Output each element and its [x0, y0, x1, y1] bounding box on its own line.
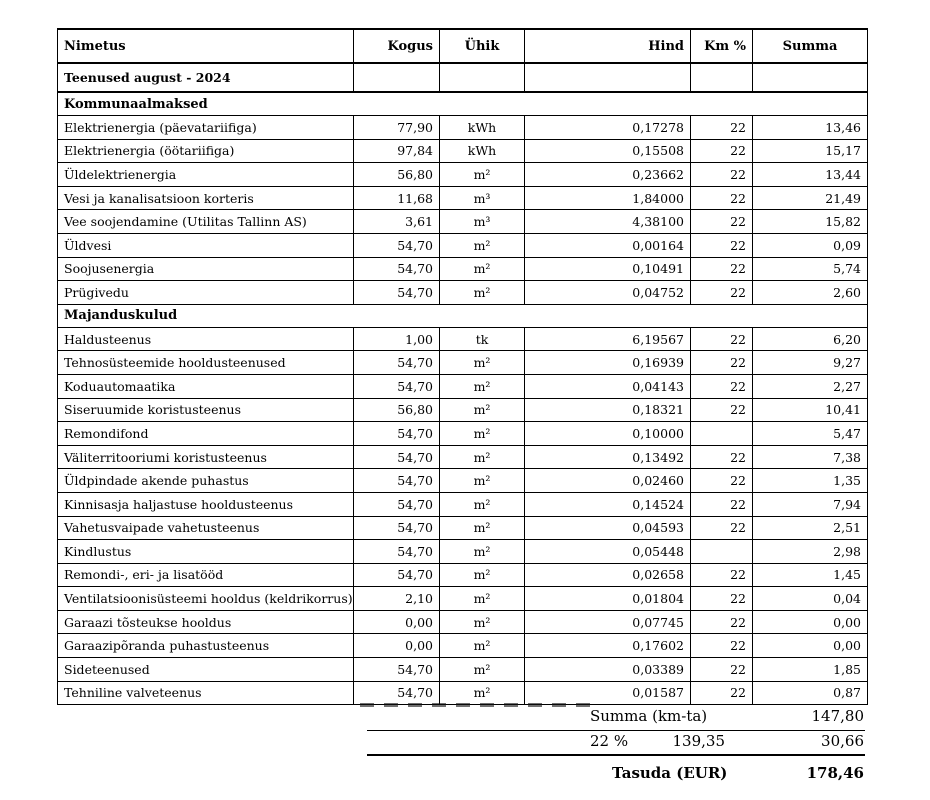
item-quantity: 54,70 — [354, 492, 440, 516]
item-sum: 0,00 — [753, 610, 868, 634]
item-unit: m² — [440, 492, 525, 516]
item-name: Vesi ja kanalisatsioon korteris — [58, 186, 354, 210]
item-vat: 22 — [691, 374, 753, 398]
item-vat: 22 — [691, 257, 753, 281]
item-name: Vahetusvaipade vahetusteenus — [58, 516, 354, 540]
table-row — [58, 634, 868, 658]
section-title: Majanduskulud — [58, 304, 868, 327]
item-quantity: 0,00 — [354, 634, 440, 658]
table-row — [58, 492, 868, 516]
item-name: Tehnosüsteemide hooldusteenused — [58, 351, 354, 375]
item-quantity: 54,70 — [354, 540, 440, 564]
item-vat — [691, 540, 753, 564]
amount-due-label: Tasuda (EUR) — [612, 764, 728, 782]
item-price: 0,23662 — [525, 163, 691, 187]
item-vat: 22 — [691, 634, 753, 658]
column-header-vat: Km % — [691, 29, 753, 63]
item-quantity: 0,00 — [354, 610, 440, 634]
item-vat: 22 — [691, 563, 753, 587]
item-price: 0,02658 — [525, 563, 691, 587]
table-row — [58, 233, 868, 257]
item-sum: 2,98 — [753, 540, 868, 564]
item-sum: 1,85 — [753, 658, 868, 682]
item-quantity: 54,70 — [354, 351, 440, 375]
item-unit: tk — [440, 327, 525, 351]
item-quantity: 54,70 — [354, 563, 440, 587]
column-header-price: Hind — [525, 29, 691, 63]
item-sum: 6,20 — [753, 327, 868, 351]
item-vat: 22 — [691, 610, 753, 634]
item-quantity: 11,68 — [354, 186, 440, 210]
amount-due-value: 178,46 — [806, 764, 864, 782]
section-title: Kommunaalmaksed — [58, 92, 868, 116]
item-price: 0,02460 — [525, 469, 691, 493]
item-price: 0,01804 — [525, 587, 691, 611]
item-name: Remondifond — [58, 422, 354, 446]
item-name: Garaazi tõsteukse hooldus — [58, 610, 354, 634]
item-price: 1,84000 — [525, 186, 691, 210]
item-quantity: 1,00 — [354, 327, 440, 351]
item-unit: m² — [440, 257, 525, 281]
item-vat: 22 — [691, 281, 753, 305]
empty-cell — [691, 63, 753, 92]
item-vat: 22 — [691, 658, 753, 682]
item-name: Sideteenused — [58, 658, 354, 682]
item-vat: 22 — [691, 516, 753, 540]
item-quantity: 54,70 — [354, 469, 440, 493]
item-name: Garaazipõranda puhastusteenus — [58, 634, 354, 658]
item-name: Elektrienergia (päevatariifiga) — [58, 116, 354, 140]
item-price: 6,19567 — [525, 327, 691, 351]
vat-rate: 22 % — [590, 732, 629, 750]
item-price: 0,00164 — [525, 233, 691, 257]
item-unit: m² — [440, 658, 525, 682]
item-sum: 0,09 — [753, 233, 868, 257]
item-sum: 15,17 — [753, 139, 868, 163]
item-quantity: 54,70 — [354, 516, 440, 540]
table-row — [58, 422, 868, 446]
item-quantity: 54,70 — [354, 445, 440, 469]
item-vat: 22 — [691, 492, 753, 516]
item-sum: 2,27 — [753, 374, 868, 398]
item-quantity: 54,70 — [354, 374, 440, 398]
table-row — [58, 163, 868, 187]
item-vat: 22 — [691, 116, 753, 140]
item-price: 0,03389 — [525, 658, 691, 682]
item-unit: m² — [440, 445, 525, 469]
item-vat: 22 — [691, 681, 753, 705]
item-unit: m² — [440, 351, 525, 375]
item-unit: m² — [440, 516, 525, 540]
item-quantity: 77,90 — [354, 116, 440, 140]
empty-cell — [753, 63, 868, 92]
item-price: 4,38100 — [525, 210, 691, 234]
item-quantity: 54,70 — [354, 422, 440, 446]
empty-cell — [525, 63, 691, 92]
item-name: Koduautomaatika — [58, 374, 354, 398]
item-name: Vee soojendamine (Utilitas Tallinn AS) — [58, 210, 354, 234]
period-row — [58, 63, 868, 92]
item-unit: m² — [440, 422, 525, 446]
item-unit: kWh — [440, 116, 525, 140]
item-unit: m² — [440, 610, 525, 634]
item-price: 0,04143 — [525, 374, 691, 398]
table-row — [58, 610, 868, 634]
item-sum: 2,60 — [753, 281, 868, 305]
total-divider — [367, 754, 865, 756]
item-name: Väliterritooriumi koristusteenus — [58, 445, 354, 469]
item-price: 0,07745 — [525, 610, 691, 634]
item-name: Üldelektrienergia — [58, 163, 354, 187]
item-sum: 5,74 — [753, 257, 868, 281]
item-sum: 10,41 — [753, 398, 868, 422]
item-sum: 0,04 — [753, 587, 868, 611]
table-header-row — [58, 29, 868, 63]
item-unit: m² — [440, 281, 525, 305]
table-row — [58, 445, 868, 469]
column-header-sum: Summa — [753, 29, 868, 63]
table-row — [58, 351, 868, 375]
item-price: 0,15508 — [525, 139, 691, 163]
item-unit: m² — [440, 540, 525, 564]
item-unit: m² — [440, 634, 525, 658]
item-name: Haldusteenus — [58, 327, 354, 351]
item-price: 0,04752 — [525, 281, 691, 305]
item-sum: 9,27 — [753, 351, 868, 375]
table-row — [58, 186, 868, 210]
subtotal-label: Summa (km-ta) — [590, 707, 708, 725]
item-price: 0,18321 — [525, 398, 691, 422]
item-price: 0,04593 — [525, 516, 691, 540]
item-vat: 22 — [691, 139, 753, 163]
item-quantity: 2,10 — [354, 587, 440, 611]
table-row — [58, 398, 868, 422]
period-title: Teenused august - 2024 — [58, 63, 354, 92]
item-unit: m² — [440, 469, 525, 493]
item-unit: m² — [440, 233, 525, 257]
table-body — [58, 63, 868, 705]
item-quantity: 54,70 — [354, 658, 440, 682]
table-row — [58, 469, 868, 493]
item-vat: 22 — [691, 233, 753, 257]
item-quantity: 54,70 — [354, 281, 440, 305]
item-quantity: 54,70 — [354, 681, 440, 705]
table-row — [58, 563, 868, 587]
empty-cell — [354, 63, 440, 92]
item-price: 0,14524 — [525, 492, 691, 516]
item-quantity: 54,70 — [354, 257, 440, 281]
table-row — [58, 658, 868, 682]
item-quantity: 3,61 — [354, 210, 440, 234]
empty-cell — [440, 63, 525, 92]
item-vat: 22 — [691, 186, 753, 210]
item-vat: 22 — [691, 351, 753, 375]
item-name: Kindlustus — [58, 540, 354, 564]
item-name: Soojusenergia — [58, 257, 354, 281]
item-price: 0,16939 — [525, 351, 691, 375]
item-name: Üldvesi — [58, 233, 354, 257]
item-price: 0,05448 — [525, 540, 691, 564]
summary-divider — [367, 730, 865, 731]
item-price: 0,10000 — [525, 422, 691, 446]
table-row — [58, 327, 868, 351]
scan-artifact — [360, 703, 590, 707]
item-price: 0,10491 — [525, 257, 691, 281]
column-header-quantity: Kogus — [354, 29, 440, 63]
section-row — [58, 304, 868, 327]
item-sum: 7,94 — [753, 492, 868, 516]
item-unit: m² — [440, 681, 525, 705]
table-row — [58, 540, 868, 564]
table-row — [58, 516, 868, 540]
item-unit: m² — [440, 398, 525, 422]
item-vat — [691, 422, 753, 446]
vat-amount: 30,66 — [821, 732, 864, 750]
item-vat: 22 — [691, 587, 753, 611]
item-unit: m² — [440, 374, 525, 398]
item-vat: 22 — [691, 398, 753, 422]
item-name: Tehniline valveteenus — [58, 681, 354, 705]
table-row — [58, 257, 868, 281]
item-name: Remondi-, eri- ja lisatööd — [58, 563, 354, 587]
table-row — [58, 139, 868, 163]
column-header-name: Nimetus — [58, 29, 354, 63]
item-sum: 2,51 — [753, 516, 868, 540]
item-sum: 1,35 — [753, 469, 868, 493]
item-sum: 0,00 — [753, 634, 868, 658]
item-unit: m³ — [440, 210, 525, 234]
item-name: Kinnisasja haljastuse hooldusteenus — [58, 492, 354, 516]
item-unit: m² — [440, 163, 525, 187]
item-sum: 0,87 — [753, 681, 868, 705]
item-sum: 13,46 — [753, 116, 868, 140]
item-sum: 1,45 — [753, 563, 868, 587]
item-price: 0,17278 — [525, 116, 691, 140]
table-row — [58, 210, 868, 234]
vat-base: 139,35 — [672, 732, 725, 750]
item-sum: 5,47 — [753, 422, 868, 446]
item-name: Üldpindade akende puhastus — [58, 469, 354, 493]
item-sum: 13,44 — [753, 163, 868, 187]
item-vat: 22 — [691, 327, 753, 351]
item-quantity: 97,84 — [354, 139, 440, 163]
item-unit: m³ — [440, 186, 525, 210]
section-row — [58, 92, 868, 116]
item-name: Prügivedu — [58, 281, 354, 305]
item-price: 0,13492 — [525, 445, 691, 469]
item-quantity: 56,80 — [354, 398, 440, 422]
item-vat: 22 — [691, 163, 753, 187]
item-unit: m² — [440, 563, 525, 587]
item-name: Ventilatsioonisüsteemi hooldus (keldrikorrus) — [58, 587, 354, 611]
item-sum: 15,82 — [753, 210, 868, 234]
item-quantity: 56,80 — [354, 163, 440, 187]
item-unit: kWh — [440, 139, 525, 163]
subtotal-value: 147,80 — [811, 707, 864, 725]
item-name: Siseruumide koristusteenus — [58, 398, 354, 422]
table-row — [58, 374, 868, 398]
item-vat: 22 — [691, 445, 753, 469]
item-name: Elektrienergia (öötariifiga) — [58, 139, 354, 163]
item-price: 0,01587 — [525, 681, 691, 705]
item-vat: 22 — [691, 210, 753, 234]
table-row — [58, 587, 868, 611]
invoice-table — [57, 28, 868, 705]
item-price: 0,17602 — [525, 634, 691, 658]
item-unit: m² — [440, 587, 525, 611]
item-sum: 7,38 — [753, 445, 868, 469]
item-quantity: 54,70 — [354, 233, 440, 257]
table-row — [58, 681, 868, 705]
table-row — [58, 281, 868, 305]
item-vat: 22 — [691, 469, 753, 493]
item-sum: 21,49 — [753, 186, 868, 210]
column-header-unit: Ühik — [440, 29, 525, 63]
table-row — [58, 116, 868, 140]
